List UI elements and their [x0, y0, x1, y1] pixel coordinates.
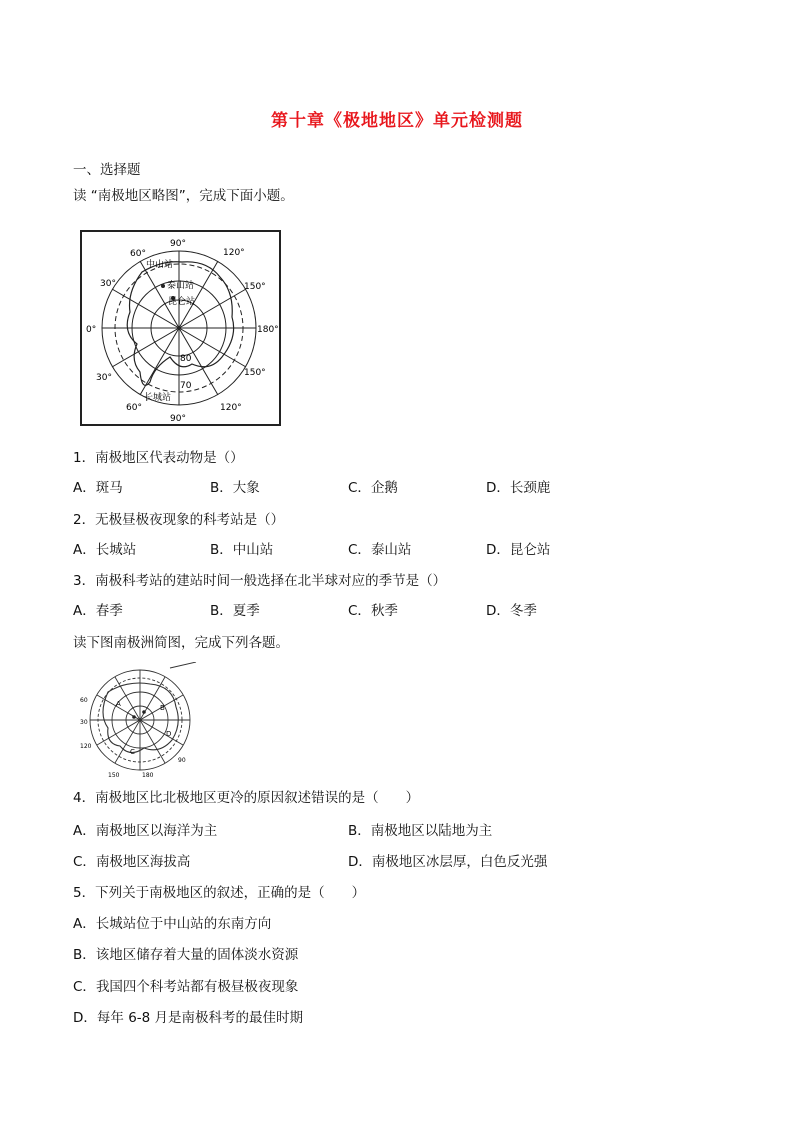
question-3-stem: 3．南极科考站的建站时间一般选择在北半球对应的季节是（）: [73, 573, 447, 589]
lon-label-left-lower: 30°: [96, 373, 112, 383]
lat-80-label: 80: [180, 354, 192, 364]
lon-label-right: 180°: [257, 325, 279, 335]
taishan-station-label: 泰山站: [167, 281, 195, 291]
map2-label-60: 60: [80, 697, 88, 704]
question-5-option-c[interactable]: C．我国四个科考站都有极昼极夜现象: [73, 979, 299, 995]
intro-text-1: 读 “南极地区略图”，完成下面小题。: [73, 188, 294, 204]
map2-antarctica-outline: [103, 683, 178, 753]
question-5-option-b[interactable]: B．该地区储存着大量的固体淡水资源: [73, 947, 299, 963]
question-2-option-c[interactable]: C．泰山站: [348, 542, 412, 558]
taishan-station-dot: [161, 284, 165, 288]
lat-70-label: 70: [180, 381, 192, 391]
question-2-option-a[interactable]: A．长城站: [73, 542, 137, 558]
question-3-option-a[interactable]: A．春季: [73, 603, 123, 619]
zhongshan-station-label: 中山站: [146, 260, 174, 270]
lon-label-top: 90°: [170, 239, 186, 249]
intro-text-2: 读下图南极洲简图，完成下列各题。: [73, 635, 289, 651]
lon-label-top-left: 60°: [130, 249, 146, 259]
question-1-option-a[interactable]: A．斑马: [73, 480, 123, 496]
map2-label-d: D: [166, 730, 172, 738]
map2-label-180: 180: [142, 772, 154, 779]
map2-label-a: A: [116, 700, 121, 708]
question-3-option-c[interactable]: C．秋季: [348, 603, 398, 619]
question-5-stem: 5．下列关于南极地区的叙述，正确的是（ ）: [73, 885, 366, 901]
question-1-option-b[interactable]: B．大象: [210, 480, 260, 496]
section-heading: 一、选择题: [73, 162, 141, 178]
lon-label-bottom: 90°: [170, 414, 186, 424]
question-4-option-c[interactable]: C．南极地区海拔高: [73, 854, 191, 870]
question-1-option-d[interactable]: D．长颈鹿: [486, 480, 551, 496]
map2-label-30: 30: [80, 719, 88, 726]
lon-label-bottom-left: 60°: [126, 403, 142, 413]
changcheng-station-label: 长城站: [144, 393, 172, 403]
question-1-option-c[interactable]: C．企鹅: [348, 480, 398, 496]
page-title: 第十章《极地地区》单元检测题: [271, 111, 523, 131]
map2-station-dot-2: [142, 710, 146, 714]
lon-label-left-upper: 30°: [100, 279, 116, 289]
question-3-option-b[interactable]: B．夏季: [210, 603, 260, 619]
question-4-option-b[interactable]: B．南极地区以陆地为主: [348, 823, 493, 839]
map2-label-90: 90: [178, 757, 186, 764]
lon-label-right-upper: 150°: [244, 282, 266, 292]
question-2-stem: 2．无极昼极夜现象的科考站是（）: [73, 512, 285, 528]
question-5-option-a[interactable]: A．长城站位于中山站的东南方向: [73, 916, 272, 932]
question-1-stem: 1．南极地区代表动物是（）: [73, 450, 244, 466]
question-4-stem: 4．南极地区比北极地区更冷的原因叙述错误的是（ ）: [73, 790, 420, 806]
lon-label-right-lower: 150°: [244, 368, 266, 378]
question-4-option-d[interactable]: D．南极地区冰层厚，白色反光强: [348, 854, 548, 870]
lon-label-bottom-right: 120°: [220, 403, 242, 413]
antarctic-map-2: [78, 662, 203, 780]
lon-label-left: 0°: [86, 325, 97, 335]
antarctic-map-2-svg: [78, 662, 203, 780]
map2-north-arrow: [170, 662, 196, 668]
question-4-option-a[interactable]: A．南极地区以海洋为主: [73, 823, 218, 839]
lon-label-top-right: 120°: [223, 248, 245, 258]
map2-label-150: 150: [108, 772, 120, 779]
question-5-option-d[interactable]: D．每年 6-8 月是南极科考的最佳时期: [73, 1010, 304, 1026]
antarctic-map-1: [80, 230, 281, 426]
antarctic-map-1-svg: [82, 232, 279, 424]
map2-label-c: C: [130, 748, 135, 756]
map2-label-b: B: [160, 704, 165, 712]
map2-label-120: 120: [80, 743, 92, 750]
kunlun-station-label: 昆仑站: [168, 297, 196, 307]
question-2-option-b[interactable]: B．中山站: [210, 542, 274, 558]
question-2-option-d[interactable]: D．昆仑站: [486, 542, 551, 558]
question-3-option-d[interactable]: D．冬季: [486, 603, 537, 619]
map2-station-dot-1: [132, 715, 136, 719]
